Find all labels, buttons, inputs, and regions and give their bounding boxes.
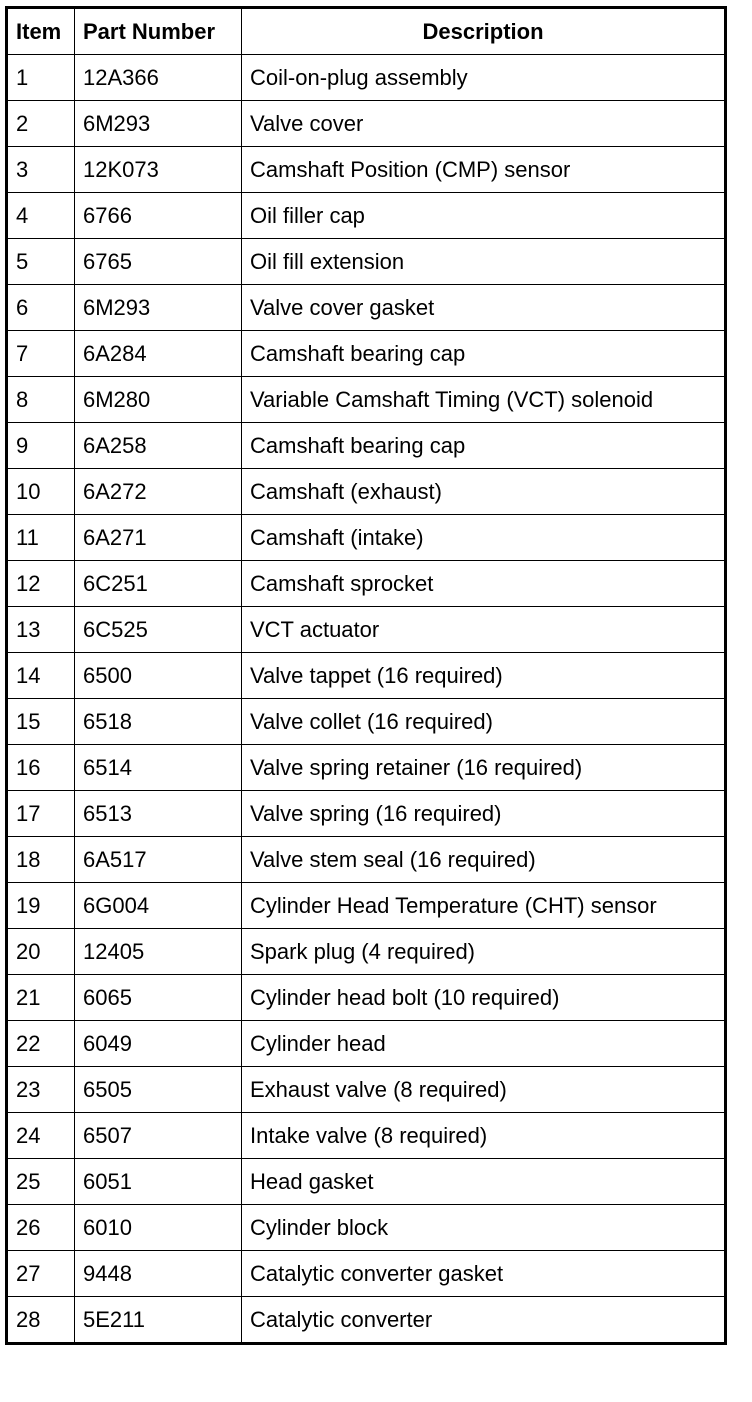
table-body (7, 55, 726, 1344)
description-cell: Camshaft bearing cap (242, 423, 726, 469)
part-number-cell: 9448 (75, 1251, 242, 1297)
description-cell: VCT actuator (242, 607, 726, 653)
part-number-cell: 6051 (75, 1159, 242, 1205)
table-row (7, 883, 726, 929)
description-cell: Valve cover (242, 101, 726, 147)
description-cell: Valve tappet (16 required) (242, 653, 726, 699)
header-row (7, 8, 726, 55)
table-row (7, 469, 726, 515)
description-cell: Cylinder head bolt (10 required) (242, 975, 726, 1021)
parts-table (5, 6, 727, 1345)
table-row (7, 1067, 726, 1113)
item-cell: 11 (7, 515, 75, 561)
table-row (7, 1205, 726, 1251)
part-number-cell: 6M293 (75, 285, 242, 331)
description-cell: Valve collet (16 required) (242, 699, 726, 745)
description-cell: Exhaust valve (8 required) (242, 1067, 726, 1113)
item-cell: 21 (7, 975, 75, 1021)
part-number-cell: 12405 (75, 929, 242, 975)
description-cell: Coil-on-plug assembly (242, 55, 726, 101)
table-row (7, 561, 726, 607)
description-cell: Camshaft (exhaust) (242, 469, 726, 515)
item-cell: 14 (7, 653, 75, 699)
table-row (7, 791, 726, 837)
description-cell: Valve cover gasket (242, 285, 726, 331)
description-cell: Camshaft bearing cap (242, 331, 726, 377)
part-number-cell: 6A272 (75, 469, 242, 515)
part-number-cell: 6766 (75, 193, 242, 239)
table-row (7, 147, 726, 193)
table-row (7, 837, 726, 883)
item-cell: 4 (7, 193, 75, 239)
item-cell: 13 (7, 607, 75, 653)
table-row (7, 607, 726, 653)
description-cell: Camshaft sprocket (242, 561, 726, 607)
part-number-cell: 6C251 (75, 561, 242, 607)
description-cell: Cylinder block (242, 1205, 726, 1251)
part-number-cell: 6M280 (75, 377, 242, 423)
item-cell: 25 (7, 1159, 75, 1205)
description-cell: Cylinder head (242, 1021, 726, 1067)
part-number-cell: 6500 (75, 653, 242, 699)
part-number-cell: 6049 (75, 1021, 242, 1067)
table-row (7, 515, 726, 561)
table-row (7, 975, 726, 1021)
item-cell: 2 (7, 101, 75, 147)
part-number-cell: 6505 (75, 1067, 242, 1113)
description-cell: Variable Camshaft Timing (VCT) solenoid (242, 377, 726, 423)
table-row (7, 377, 726, 423)
table-row (7, 55, 726, 101)
part-number-cell: 6507 (75, 1113, 242, 1159)
table-row (7, 1021, 726, 1067)
item-cell: 8 (7, 377, 75, 423)
table-row (7, 699, 726, 745)
item-cell: 6 (7, 285, 75, 331)
part-number-cell: 6010 (75, 1205, 242, 1251)
part-number-cell: 6A258 (75, 423, 242, 469)
item-cell: 9 (7, 423, 75, 469)
part-number-cell: 12A366 (75, 55, 242, 101)
item-cell: 1 (7, 55, 75, 101)
item-column-header: Item (7, 8, 75, 55)
description-cell: Valve spring (16 required) (242, 791, 726, 837)
description-cell: Oil fill extension (242, 239, 726, 285)
item-cell: 28 (7, 1297, 75, 1344)
part-number-cell: 6065 (75, 975, 242, 1021)
table-row (7, 1113, 726, 1159)
item-cell: 19 (7, 883, 75, 929)
table-row (7, 745, 726, 791)
description-cell: Spark plug (4 required) (242, 929, 726, 975)
table-row (7, 653, 726, 699)
item-cell: 5 (7, 239, 75, 285)
item-cell: 16 (7, 745, 75, 791)
table-row (7, 1297, 726, 1344)
item-cell: 27 (7, 1251, 75, 1297)
description-cell: Catalytic converter (242, 1297, 726, 1344)
item-cell: 3 (7, 147, 75, 193)
item-cell: 22 (7, 1021, 75, 1067)
part-number-column-header: Part Number (75, 8, 242, 55)
item-cell: 26 (7, 1205, 75, 1251)
description-cell: Camshaft (intake) (242, 515, 726, 561)
table-row (7, 929, 726, 975)
part-number-cell: 6A271 (75, 515, 242, 561)
table-row (7, 1251, 726, 1297)
item-cell: 23 (7, 1067, 75, 1113)
description-cell: Valve stem seal (16 required) (242, 837, 726, 883)
item-cell: 20 (7, 929, 75, 975)
part-number-cell: 12K073 (75, 147, 242, 193)
item-cell: 12 (7, 561, 75, 607)
table-row (7, 101, 726, 147)
item-cell: 17 (7, 791, 75, 837)
part-number-cell: 6A517 (75, 837, 242, 883)
table-row (7, 423, 726, 469)
item-cell: 10 (7, 469, 75, 515)
part-number-cell: 6765 (75, 239, 242, 285)
table-row (7, 1159, 726, 1205)
description-cell: Intake valve (8 required) (242, 1113, 726, 1159)
part-number-cell: 6G004 (75, 883, 242, 929)
part-number-cell: 5E211 (75, 1297, 242, 1344)
part-number-cell: 6518 (75, 699, 242, 745)
description-cell: Camshaft Position (CMP) sensor (242, 147, 726, 193)
description-cell: Cylinder Head Temperature (CHT) sensor (242, 883, 726, 929)
table-row (7, 239, 726, 285)
item-cell: 18 (7, 837, 75, 883)
part-number-cell: 6M293 (75, 101, 242, 147)
description-cell: Head gasket (242, 1159, 726, 1205)
table-row (7, 331, 726, 377)
description-cell: Oil filler cap (242, 193, 726, 239)
description-cell: Valve spring retainer (16 required) (242, 745, 726, 791)
part-number-cell: 6514 (75, 745, 242, 791)
part-number-cell: 6C525 (75, 607, 242, 653)
part-number-cell: 6A284 (75, 331, 242, 377)
description-column-header: Description (242, 8, 726, 55)
table-row (7, 285, 726, 331)
description-cell: Catalytic converter gasket (242, 1251, 726, 1297)
table-row (7, 193, 726, 239)
item-cell: 15 (7, 699, 75, 745)
item-cell: 7 (7, 331, 75, 377)
part-number-cell: 6513 (75, 791, 242, 837)
item-cell: 24 (7, 1113, 75, 1159)
